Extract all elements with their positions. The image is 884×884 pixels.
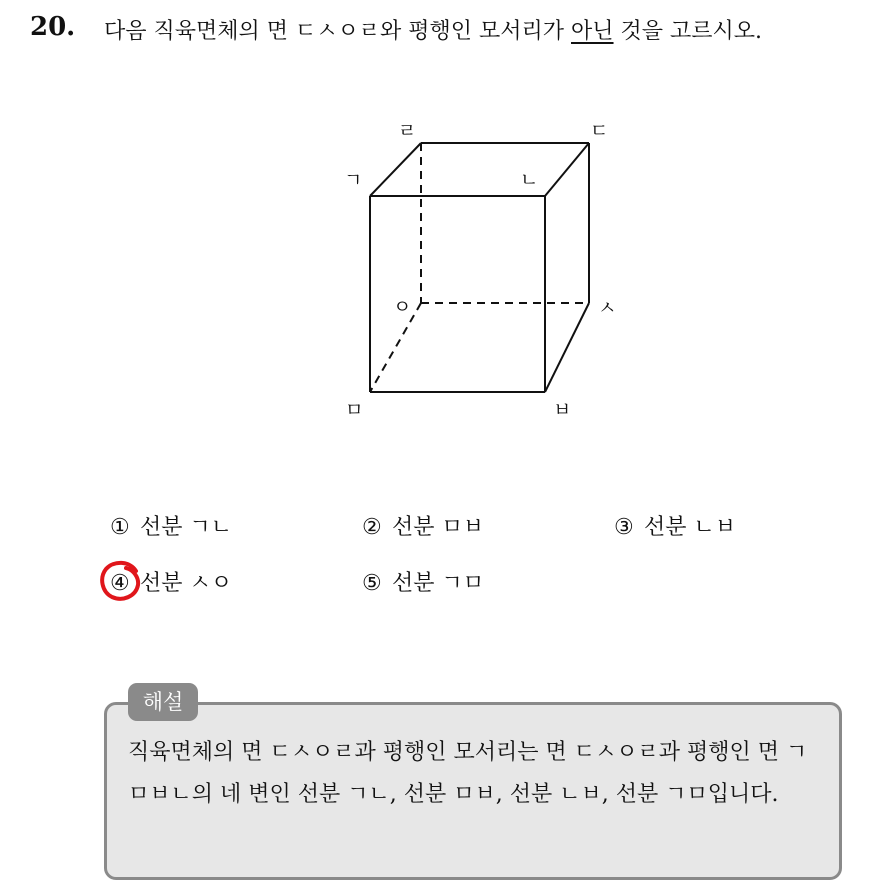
question-underlined-word: 아닌 xyxy=(571,19,614,44)
choice-5[interactable] xyxy=(362,566,484,597)
choice-2-text: 선분 ㅁㅂ xyxy=(392,515,485,540)
question-number: 20. xyxy=(30,12,76,42)
question-text-before: 다음 직육면체의 면 ㄷㅅㅇㄹ와 평행인 모서리가 xyxy=(104,19,572,44)
choice-1[interactable] xyxy=(110,510,232,541)
vertex-label-mieum: ㅁ xyxy=(345,399,364,421)
choice-1-number: ① xyxy=(110,515,130,540)
choice-5-number: ⑤ xyxy=(362,571,382,596)
edge-digeut-nieun xyxy=(545,143,589,196)
vertex-label-ieung: ㅇ xyxy=(393,296,412,318)
question-text-after: 것을 고르시오. xyxy=(613,19,763,44)
vertex-label-digeut: ㄷ xyxy=(590,120,609,142)
choice-4-text: 선분 ㅅㅇ xyxy=(140,571,233,596)
vertex-label-siot: ㅅ xyxy=(598,297,617,319)
vertex-label-rieul: ㄹ xyxy=(398,120,417,142)
explanation-text: 직육면체의 면 ㄷㅅㅇㄹ과 평행인 모서리는 면 ㄷㅅㅇㄹ과 평행인 면 ㄱㅁㅂㄴ의 네 변인 선분 ㄱㄴ, 선분 ㅁㅂ, 선분 ㄴㅂ, 선분 ㄱㅁ입니다. xyxy=(128,740,808,807)
choice-2-number: ② xyxy=(362,515,382,540)
cuboid-figure xyxy=(0,0,884,440)
vertex-label-nieun: ㄴ xyxy=(520,169,539,191)
choice-4-number: ④ xyxy=(110,571,130,596)
choice-3[interactable] xyxy=(614,510,736,541)
choice-2[interactable] xyxy=(362,510,484,541)
choice-3-text: 선분 ㄴㅂ xyxy=(644,515,737,540)
choice-3-number: ③ xyxy=(614,515,634,540)
choice-1-text: 선분 ㄱㄴ xyxy=(140,515,233,540)
answer-circle-mark xyxy=(96,555,146,605)
explanation-title: 해설 xyxy=(128,683,198,721)
vertex-label-giyeok: ㄱ xyxy=(344,169,363,191)
edge-siot-bieup xyxy=(545,303,589,392)
choice-5-text: 선분 ㄱㅁ xyxy=(392,571,485,596)
vertex-label-bieup: ㅂ xyxy=(553,399,572,421)
edge-giyeok-rieul xyxy=(370,143,421,196)
